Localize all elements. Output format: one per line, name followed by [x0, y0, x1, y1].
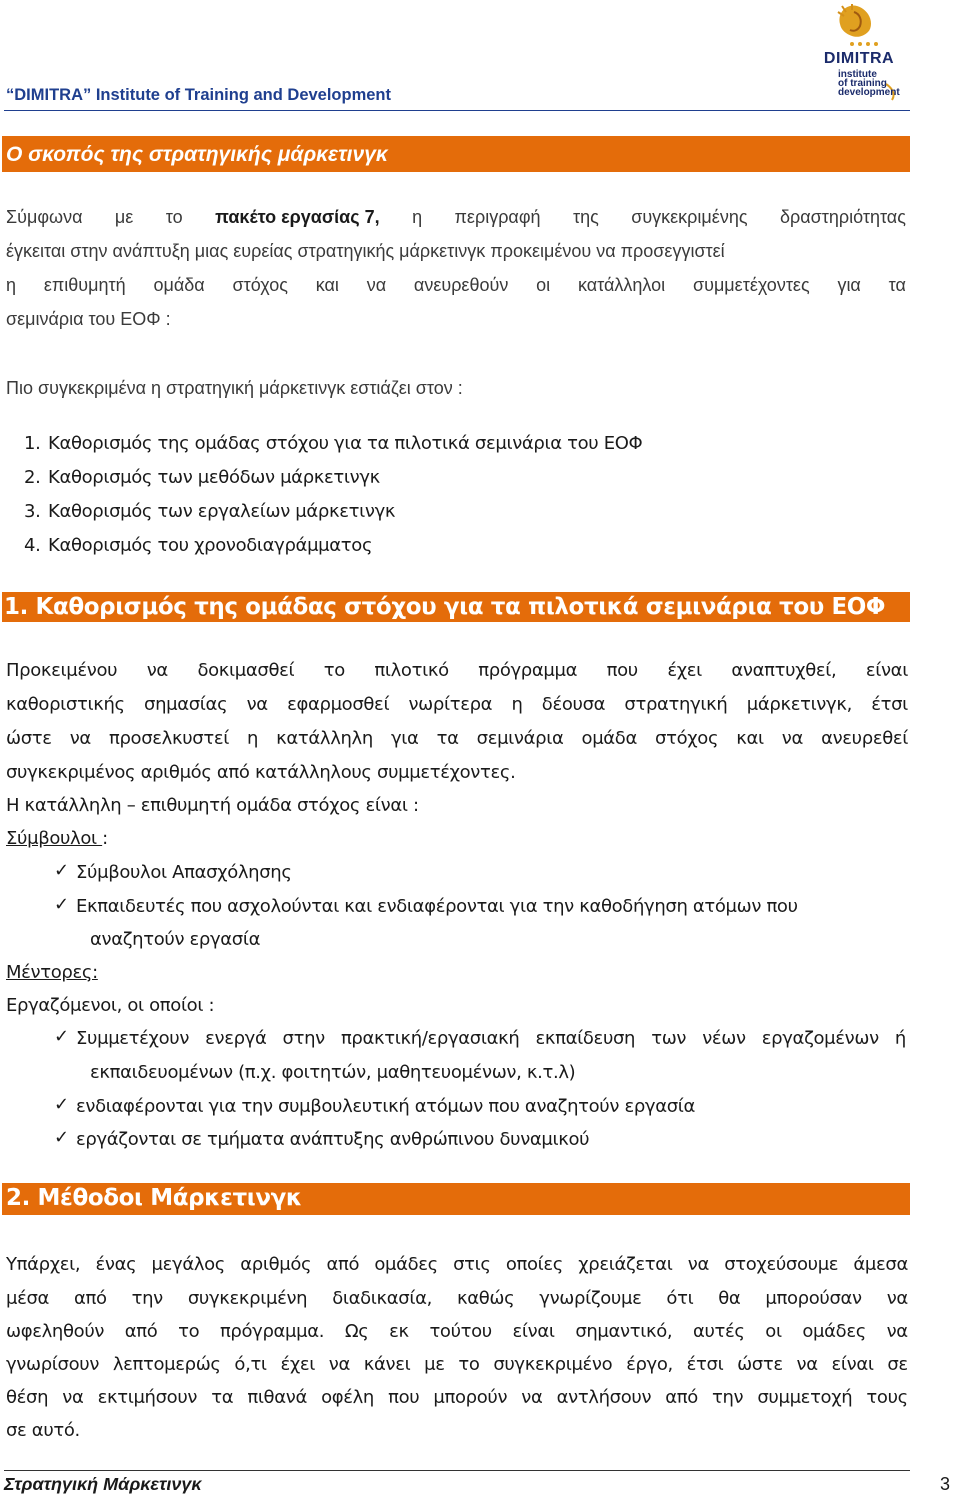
footer-divider — [4, 1470, 910, 1471]
advisors-label: Σύμβουλοι : — [6, 828, 108, 849]
bullet-item: ενδιαφέρονται για την συμβουλευτική ατόμων που αναζητούν εργασία — [76, 1096, 696, 1117]
header-divider — [4, 110, 910, 111]
logo-wordmark: DIMITRA — [823, 50, 895, 67]
list-item-number: 1. — [24, 433, 41, 454]
bullet-item: Σύμβουλοι Απασχόλησης — [76, 862, 292, 883]
checkmark-icon: ✓ — [54, 1127, 70, 1148]
paragraph-line: καθοριστικής σημασίας να εφαρμοσθεί νωρίτερα η δέουσα στρατηγική μάρκετινγκ, έτσι — [6, 694, 908, 715]
paragraph-line: ωφεληθούν από το πρόγραμμα. Ως εκ τούτου είναι σημαντικό, αυτές οι ομάδες να — [6, 1321, 908, 1342]
section-heading: Ο σκοπός της στρατηγικής μάρκετινγκ — [6, 143, 388, 166]
paragraph-line: έγκειται στην ανάπτυξη μιας ευρείας στρατηγικής μάρκετινγκ προκειμένου να προσεγγιστεί — [6, 241, 725, 261]
footer-title: Στρατηγική Μάρκετινγκ — [4, 1474, 202, 1494]
section-heading-bar — [2, 1183, 910, 1215]
target-group-intro: Η κατάλληλη – επιθυμητή ομάδα στόχος είναι : — [6, 795, 419, 816]
list-item: Καθορισμός των εργαλείων μάρκετινγκ — [48, 501, 396, 522]
paragraph-line: γνωρίσουν λεπτομερώς ό,τι έχει να κάνει με το συγκεκριμένο έργο, έτσι ώστε να είναι σε — [6, 1354, 908, 1375]
list-item: Καθορισμός της ομάδας στόχου για τα πιλοτικά σεμινάρια του ΕΟΦ — [48, 433, 643, 454]
list-item: Καθορισμός του χρονοδιαγράμματος — [48, 535, 373, 556]
checkmark-icon: ✓ — [54, 894, 70, 915]
list-item: Καθορισμός των μεθόδων μάρκετινγκ — [48, 467, 380, 488]
checkmark-icon: ✓ — [54, 1026, 70, 1047]
paragraph: Πιο συγκεκριμένα η στρατηγική μάρκετινγκ εστιάζει στον : — [6, 378, 463, 398]
paragraph-line: ώστε να προσελκυστεί η κατάλληλη για τα σεμινάρια ομάδα στόχος και να ανευρεθεί — [6, 728, 908, 749]
section-heading: 1. Καθορισμός της ομάδας στόχου για τα πιλοτικά σεμινάρια του ΕΟΦ — [4, 594, 886, 620]
list-item-number: 3. — [24, 501, 41, 522]
paragraph-line: Υπάρχει, ένας μεγάλος αριθμός από ομάδες στις οποίες χρειάζεται να στοχεύσουμε άμεσα — [6, 1254, 908, 1275]
bullet-item: Συμμετέχουν ενεργά στην πρακτική/εργασιακή εκπαίδευση των νέων εργαζομένων ή — [76, 1028, 906, 1049]
paragraph-line: μέσα από την συγκεκριμένη διαδικασία, καθώς γνωρίζουμε ότι θα μπορούσαν να — [6, 1288, 908, 1309]
bullet-item-continuation: εκπαιδευομένων (π.χ. φοιτητών, μαθητευομένων, κ.τ.λ) — [90, 1062, 576, 1083]
bullet-item: εργάζονται σε τμήματα ανάπτυξης ανθρώπινου δυναμικού — [76, 1129, 590, 1150]
list-item-number: 4. — [24, 535, 41, 556]
section-heading-bar — [2, 592, 910, 622]
paragraph-line: συγκεκριμένος αριθμός από κατάλληλους συμμετέχοντες. — [6, 762, 516, 783]
paragraph-line: Σύμφωνα με το πακέτο εργασίας 7, η περιγραφή της συγκεκριμένης δραστηριότητας — [6, 207, 906, 227]
paragraph-line: Προκειμένου να δοκιμασθεί το πιλοτικό πρόγραμμα που έχει αναπτυχθεί, είναι — [6, 660, 908, 681]
bullet-item-continuation: αναζητούν εργασία — [90, 929, 261, 950]
bullet-item: Εκπαιδευτές που ασχολούνται και ενδιαφέρονται για την καθοδήγηση ατόμων που — [76, 896, 798, 917]
checkmark-icon: ✓ — [54, 860, 70, 881]
page-number: 3 — [940, 1474, 951, 1494]
list-item-number: 2. — [24, 467, 41, 488]
paragraph-line: θέση να εκτιμήσουν τα πιθανά οφέλη που μπορούν να αντλήσουν από την συμμετοχή τους — [6, 1387, 908, 1408]
checkmark-icon: ✓ — [54, 1094, 70, 1115]
section-heading-bar — [2, 136, 910, 172]
logo-subtitle: institute of training development — [838, 69, 900, 98]
workers-intro: Εργαζόμενοι, οι οποίοι : — [6, 995, 215, 1016]
header-title: “DIMITRA” Institute of Training and Development — [6, 86, 392, 104]
mentors-label: Μέντορες: — [6, 962, 98, 983]
section-heading: 2. Μέθοδοι Μάρκετινγκ — [6, 1185, 302, 1211]
paragraph-line: σε αυτό. — [6, 1420, 80, 1441]
paragraph-line: σεμινάρια του ΕΟΦ : — [6, 309, 171, 329]
bold-work-package: πακέτο εργασίας 7, — [215, 207, 380, 227]
paragraph-line: η επιθυμητή ομάδα στόχος και να ανευρεθούν οι κατάλληλοι συμμετέχοντες για τα — [6, 275, 906, 295]
